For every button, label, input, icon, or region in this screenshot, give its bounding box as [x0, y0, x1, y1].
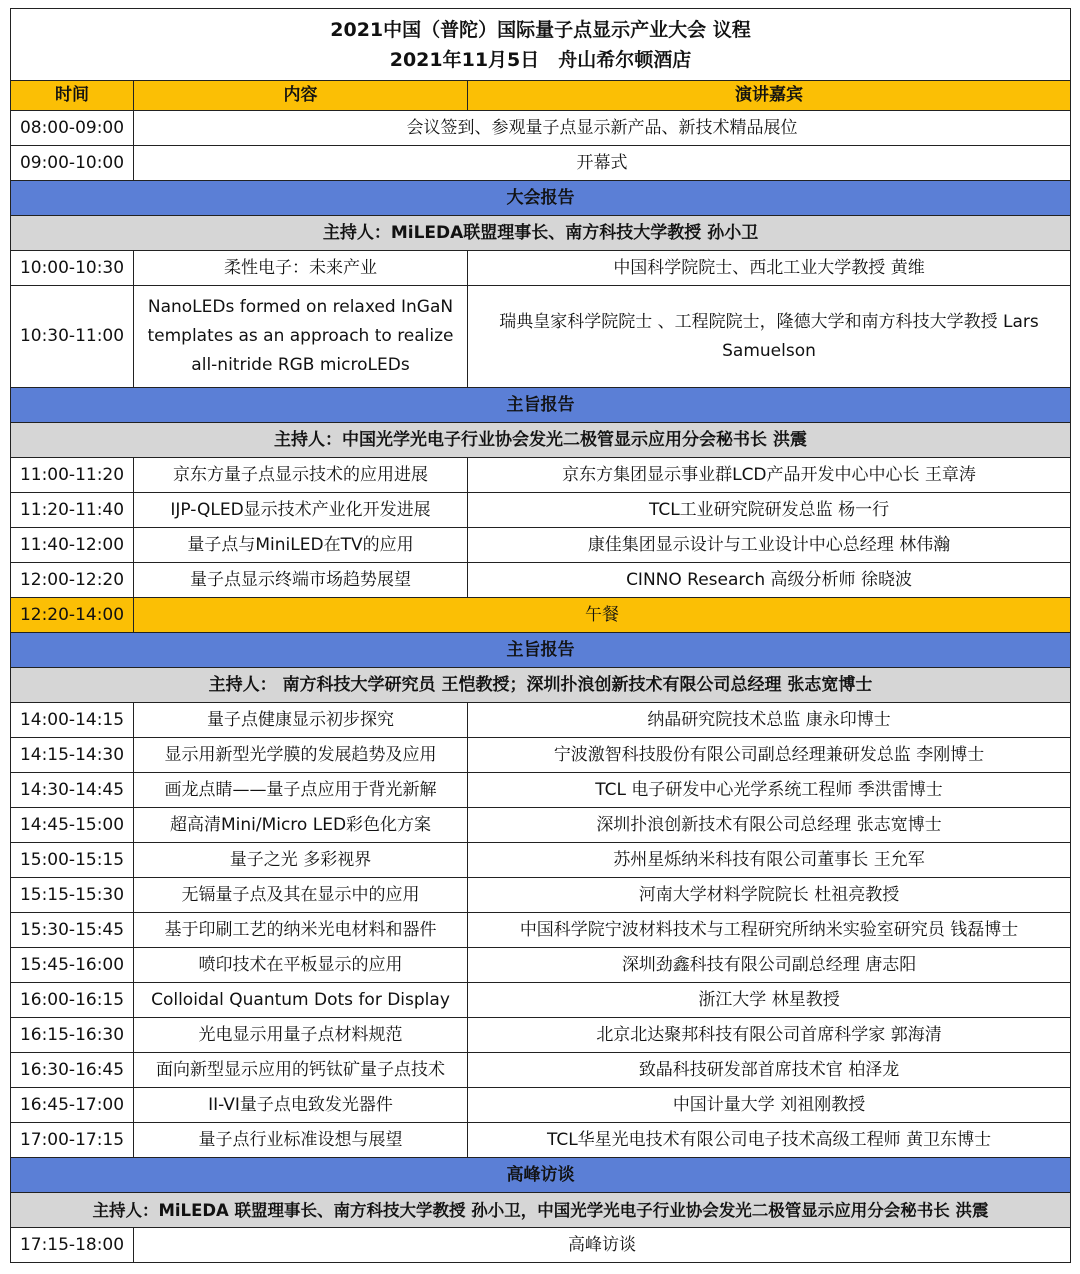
- speaker-cell: 瑞典皇家科学院院士 、工程院院士，隆德大学和南方科技大学教授 Lars Samuelson: [468, 286, 1071, 388]
- time-cell: 14:00-14:15: [11, 703, 134, 738]
- speaker-cell: 中国科学院宁波材料技术与工程研究所纳米实验室研究员 钱磊博士: [468, 913, 1071, 948]
- talk-title-cell: 显示用新型光学膜的发展趋势及应用: [134, 738, 468, 773]
- header-row: [11, 81, 1071, 111]
- time-cell: 08:00-09:00: [11, 111, 134, 146]
- speaker-cell: 深圳劲鑫科技有限公司副总经理 唐志阳: [468, 948, 1071, 983]
- time-cell: 16:00-16:15: [11, 983, 134, 1018]
- talk-row: [11, 251, 1071, 286]
- talk-title-cell: 面向新型显示应用的钙钛矿量子点技术: [134, 1053, 468, 1088]
- speaker-cell: 纳晶研究院技术总监 康永印博士: [468, 703, 1071, 738]
- talk-title-cell: Colloidal Quantum Dots for Display: [134, 983, 468, 1018]
- talk-row: [11, 738, 1071, 773]
- talk-title-cell: 量子点行业标准设想与展望: [134, 1123, 468, 1158]
- section-title: 大会报告: [11, 181, 1071, 216]
- talk-row: [11, 843, 1071, 878]
- speaker-cell: 中国计量大学 刘祖刚教授: [468, 1088, 1071, 1123]
- speaker-cell: 致晶科技研发部首席技术官 柏泽龙: [468, 1053, 1071, 1088]
- talk-title-cell: 量子点显示终端市场趋势展望: [134, 563, 468, 598]
- host-row: [11, 668, 1071, 703]
- speaker-cell: 河南大学材料学院院长 杜祖亮教授: [468, 878, 1071, 913]
- speaker-cell: 北京北达聚邦科技有限公司首席科学家 郭海清: [468, 1018, 1071, 1053]
- schedule-row: [11, 111, 1071, 146]
- talk-title-cell: 量子点与MiniLED在TV的应用: [134, 528, 468, 563]
- talk-row: [11, 286, 1071, 388]
- talk-title-cell: 量子点健康显示初步探究: [134, 703, 468, 738]
- time-cell: 16:30-16:45: [11, 1053, 134, 1088]
- talk-row: [11, 1053, 1071, 1088]
- talk-row: [11, 948, 1071, 983]
- agenda-document: [10, 8, 1070, 1263]
- title-row: [11, 9, 1071, 81]
- talk-title-cell: 京东方量子点显示技术的应用进展: [134, 458, 468, 493]
- talk-title-cell: 画龙点睛——量子点应用于背光新解: [134, 773, 468, 808]
- section-header-row: [11, 633, 1071, 668]
- talk-row: [11, 1018, 1071, 1053]
- talk-row: [11, 703, 1071, 738]
- host-row: [11, 1193, 1071, 1228]
- time-cell: 14:45-15:00: [11, 808, 134, 843]
- host-row: [11, 216, 1071, 251]
- time-cell: 11:20-11:40: [11, 493, 134, 528]
- time-cell: 14:30-14:45: [11, 773, 134, 808]
- lunch-row: [11, 598, 1071, 633]
- talk-row: [11, 458, 1071, 493]
- agenda-subtitle: 2021年11月5日 舟山希尔顿酒店: [389, 48, 692, 71]
- speaker-cell: 京东方集团显示事业群LCD产品开发中心中心长 王章涛: [468, 458, 1071, 493]
- event-cell: 开幕式: [134, 146, 1071, 181]
- talk-row: [11, 913, 1071, 948]
- time-cell: 15:15-15:30: [11, 878, 134, 913]
- talk-row: [11, 983, 1071, 1018]
- time-cell: 12:00-12:20: [11, 563, 134, 598]
- speaker-cell: TCL 电子研发中心光学系统工程师 季洪雷博士: [468, 773, 1071, 808]
- title-cell: [11, 9, 1071, 81]
- talk-row: [11, 1088, 1071, 1123]
- time-cell: 15:30-15:45: [11, 913, 134, 948]
- schedule-row: [11, 1228, 1071, 1263]
- section-title: 高峰访谈: [11, 1158, 1071, 1193]
- time-cell: 17:15-18:00: [11, 1228, 134, 1263]
- talk-row: [11, 878, 1071, 913]
- talk-title-cell: 量子之光 多彩视界: [134, 843, 468, 878]
- talk-title-cell: 喷印技术在平板显示的应用: [134, 948, 468, 983]
- speaker-cell: 浙江大学 林星教授: [468, 983, 1071, 1018]
- speaker-cell: TCL工业研究院研发总监 杨一行: [468, 493, 1071, 528]
- section-title: 主旨报告: [11, 388, 1071, 423]
- time-cell: 16:15-16:30: [11, 1018, 134, 1053]
- talk-row: [11, 1123, 1071, 1158]
- event-cell: 高峰访谈: [134, 1228, 1071, 1263]
- time-cell: 14:15-14:30: [11, 738, 134, 773]
- talk-row: [11, 808, 1071, 843]
- section-header-row: [11, 181, 1071, 216]
- header-time: 时间: [11, 81, 134, 111]
- lunch-cell: 午餐: [134, 598, 1071, 633]
- section-header-row: [11, 1158, 1071, 1193]
- time-cell: 15:00-15:15: [11, 843, 134, 878]
- talk-row: [11, 563, 1071, 598]
- time-cell: 10:30-11:00: [11, 286, 134, 388]
- header-content: 内容: [134, 81, 468, 111]
- speaker-cell: CINNO Research 高级分析师 徐晓波: [468, 563, 1071, 598]
- section-header-row: [11, 388, 1071, 423]
- host-text: 主持人：MiLEDA 联盟理事长、南方科技大学教授 孙小卫，中国光学光电子行业协会发光二极管显示应用分会秘书长 洪震: [11, 1193, 1071, 1228]
- talk-title-cell: II-VI量子点电致发光器件: [134, 1088, 468, 1123]
- agenda-title: 2021中国（普陀）国际量子点显示产业大会 议程: [330, 18, 751, 41]
- talk-title-cell: 柔性电子：未来产业: [134, 251, 468, 286]
- header-speaker: 演讲嘉宾: [468, 81, 1071, 111]
- speaker-cell: 深圳扑浪创新技术有限公司总经理 张志宽博士: [468, 808, 1071, 843]
- host-text: 主持人：中国光学光电子行业协会发光二极管显示应用分会秘书长 洪震: [11, 423, 1071, 458]
- talk-title-cell: 无镉量子点及其在显示中的应用: [134, 878, 468, 913]
- schedule-row: [11, 146, 1071, 181]
- talk-row: [11, 528, 1071, 563]
- time-cell: 09:00-10:00: [11, 146, 134, 181]
- time-cell: 10:00-10:30: [11, 251, 134, 286]
- talk-row: [11, 773, 1071, 808]
- time-cell: 12:20-14:00: [11, 598, 134, 633]
- host-text: 主持人： 南方科技大学研究员 王恺教授；深圳扑浪创新技术有限公司总经理 张志宽博士: [11, 668, 1071, 703]
- speaker-cell: 宁波激智科技股份有限公司副总经理兼研发总监 李刚博士: [468, 738, 1071, 773]
- talk-title-cell: 超高清Mini/Micro LED彩色化方案: [134, 808, 468, 843]
- section-title: 主旨报告: [11, 633, 1071, 668]
- speaker-cell: 中国科学院院士、西北工业大学教授 黄维: [468, 251, 1071, 286]
- talk-title-cell: 光电显示用量子点材料规范: [134, 1018, 468, 1053]
- talk-title-cell: IJP-QLED显示技术产业化开发进展: [134, 493, 468, 528]
- time-cell: 17:00-17:15: [11, 1123, 134, 1158]
- talk-title-cell: 基于印刷工艺的纳米光电材料和器件: [134, 913, 468, 948]
- host-row: [11, 423, 1071, 458]
- speaker-cell: TCL华星光电技术有限公司电子技术高级工程师 黄卫东博士: [468, 1123, 1071, 1158]
- time-cell: 15:45-16:00: [11, 948, 134, 983]
- talk-title-cell: NanoLEDs formed on relaxed InGaN templates as an approach to realize all-nitride RGB microLEDs: [134, 286, 468, 388]
- talk-row: [11, 493, 1071, 528]
- speaker-cell: 康佳集团显示设计与工业设计中心总经理 林伟瀚: [468, 528, 1071, 563]
- host-text: 主持人：MiLEDA联盟理事长、南方科技大学教授 孙小卫: [11, 216, 1071, 251]
- time-cell: 11:40-12:00: [11, 528, 134, 563]
- agenda-table: [10, 8, 1071, 1263]
- time-cell: 11:00-11:20: [11, 458, 134, 493]
- time-cell: 16:45-17:00: [11, 1088, 134, 1123]
- event-cell: 会议签到、参观量子点显示新产品、新技术精品展位: [134, 111, 1071, 146]
- speaker-cell: 苏州星烁纳米科技有限公司董事长 王允军: [468, 843, 1071, 878]
